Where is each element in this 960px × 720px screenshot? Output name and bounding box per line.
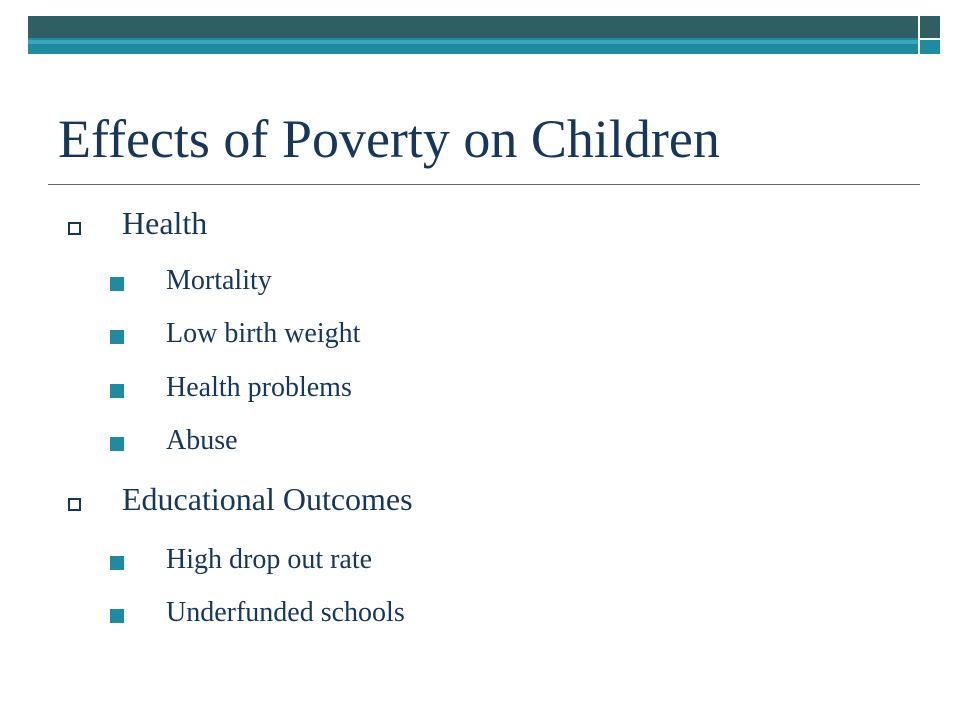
list-item: Underfunded schools [166, 597, 405, 628]
section-heading-educational-outcomes: Educational Outcomes [122, 481, 413, 517]
band-square-bottom [920, 40, 940, 54]
band-highlight [28, 40, 918, 44]
square-bullet-icon [110, 384, 124, 398]
list-item: High drop out rate [166, 544, 373, 575]
section-heading-health: Health [122, 205, 208, 241]
list-item: Low birth weight [166, 318, 361, 349]
list-item: Health problems [166, 372, 352, 403]
list-item: Mortality [166, 265, 272, 296]
band-square-top [920, 16, 940, 38]
square-bullet-icon [110, 330, 124, 344]
square-bullet-icon [110, 609, 124, 623]
hollow-square-bullet-icon [68, 222, 81, 235]
square-bullet-icon [110, 437, 124, 451]
square-bullet-icon [110, 277, 124, 291]
list-item: Abuse [166, 425, 238, 456]
title-divider [48, 184, 920, 185]
hollow-square-bullet-icon [68, 498, 81, 511]
square-bullet-icon [110, 556, 124, 570]
slide-title: Effects of Poverty on Children [58, 109, 720, 169]
top-decorative-band [28, 16, 940, 54]
